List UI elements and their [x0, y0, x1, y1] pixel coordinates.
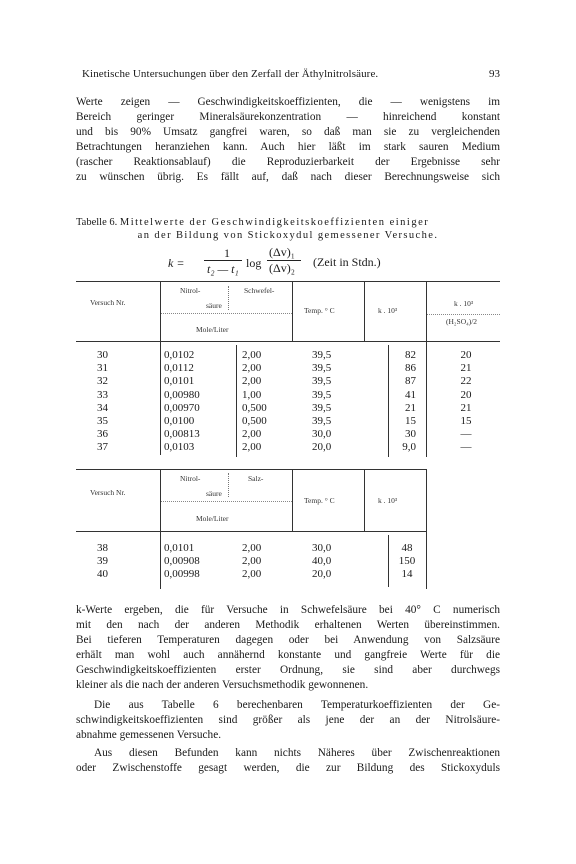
header-nitrol: Nitrol-	[180, 474, 201, 483]
text-line: Aus diesen Befunden kann nichts Näheres über Zwischenreaktionen	[94, 747, 500, 759]
table-cell: 21	[460, 362, 472, 375]
table-cell: 2,00	[242, 441, 262, 454]
text-line: Werte zeigen — Geschwindigkeitskoeffizienten, die — wenigstens im	[76, 96, 500, 108]
table-cell: 39,5	[312, 401, 332, 414]
table-cell: —	[460, 441, 472, 454]
rate-formula	[76, 246, 500, 274]
formula-note: (Zeit in Stdn.)	[313, 255, 381, 269]
table-cell: 0,00980	[164, 388, 200, 401]
table-caption	[76, 216, 500, 242]
header-k: k . 10³	[378, 496, 398, 505]
text-line: mit den nach der anderen Methodik erhaltenen Werten übereinstimmen.	[76, 619, 500, 631]
table-cell: 20,0	[312, 568, 332, 581]
paragraph-1	[76, 95, 500, 185]
table-cell: 20	[460, 388, 472, 401]
table-cell: 33	[97, 388, 108, 401]
text-line: (rascher Reaktionsablauf) die Reproduzierbarkeit der Ergebnisse sehr	[76, 156, 500, 168]
header-versuch: Versuch Nr.	[90, 298, 126, 307]
table-cell: 150	[398, 555, 416, 568]
table-cell: 32	[97, 375, 108, 388]
table-cell: 39,5	[312, 362, 332, 375]
table-cell: 39,5	[312, 375, 332, 388]
header-k: k . 10³	[378, 306, 398, 315]
table-2-col-rule	[388, 535, 389, 587]
table-cell: 31	[97, 362, 108, 375]
table-2-col-rule	[292, 469, 293, 531]
table-1-col-rule	[426, 281, 427, 457]
caption-line-1	[76, 216, 500, 229]
table-1-col-rule	[160, 281, 161, 455]
table-cell: 2,00	[242, 555, 262, 568]
page-number: 93	[489, 68, 500, 80]
header-temp: Temp. ° C	[304, 306, 335, 315]
text-line: erhält man wohl auch annähernd konstante und gangfreie Werte für die	[76, 649, 500, 661]
header-salz: Salz-	[248, 474, 264, 483]
table-cell: 20	[460, 349, 472, 361]
text-line: Bereich geringer Mineralsäurekonzentration — hinreichend konstant	[76, 111, 500, 123]
table-cell: 21	[405, 401, 416, 414]
table-cell: 39,5	[312, 349, 332, 361]
table-cell: 39,5	[312, 388, 332, 401]
table-cell: 0,0101	[164, 375, 195, 388]
header-temp: Temp. ° C	[304, 496, 335, 505]
table-cell: 0,500	[242, 415, 267, 427]
formula-frac-num: (Δv)₁	[269, 245, 295, 259]
table-cell: 0,0112	[164, 362, 194, 375]
formula-fraction-bar	[204, 260, 242, 261]
text-line: Geschwindigkeitskoeffizienten erster Ordnung, sie sind aber durchwegs	[76, 664, 500, 676]
table-1-header-rule	[76, 341, 500, 342]
caption-title: Mittelwerte der Geschwindigkeitskoeffizienten einiger	[119, 217, 430, 228]
text-line: k-Werte ergeben, die für Versuche in Schwefelsäure bei 40° C numerisch	[76, 604, 500, 616]
text-line: Betrachtungen heranziehen kann. Auch hier läßt im stark sauren Medium	[76, 141, 500, 153]
text-line: und bis 90% Umsatz gangfrei waren, so daß man sie zu vergleichenden	[76, 126, 500, 138]
table-cell: 22	[460, 375, 472, 388]
table-cell: 0,00908	[164, 555, 200, 568]
table-cell: 14	[401, 568, 413, 581]
table-cell: 20,0	[312, 441, 332, 454]
formula-lhs: k =	[168, 256, 185, 270]
table-cell: 0,00813	[164, 428, 200, 441]
table-1-subheader-rule	[160, 313, 292, 314]
table-cell: 21	[460, 401, 472, 414]
table-cell: 37	[97, 441, 108, 454]
table-cell: 36	[97, 428, 108, 441]
running-title: Kinetische Untersuchungen über den Zerfall der Äthylnitrolsäure.	[82, 68, 379, 80]
table-cell: 0,0103	[164, 441, 195, 454]
table-cell: 40,0	[312, 555, 332, 568]
table-1-ratio-rule	[426, 314, 500, 315]
table-cell: 9,0	[402, 441, 416, 454]
table-cell: 39,5	[312, 415, 332, 427]
table-cell: 40	[97, 568, 108, 581]
table-cell: 0,0101	[164, 542, 195, 554]
text-line: zu wünschen übrig. Es fällt auf, daß nach dieser Berechnungsweise sich	[76, 171, 500, 183]
table-2-col-rule	[426, 469, 427, 589]
table-1-col-rule	[236, 345, 237, 457]
table-cell: 2,00	[242, 349, 262, 361]
table-2-subheader-rule	[160, 501, 292, 502]
table-cell: 0,500	[242, 401, 267, 414]
header-nitrol: Nitrol-	[180, 286, 201, 295]
table-cell: —	[460, 428, 472, 441]
table-cell: 38	[97, 542, 108, 554]
text-line: oder Zwischenstoffe gesagt werden, die zur Bildung des Stickoxyduls	[76, 762, 500, 774]
table-cell: 2,00	[242, 542, 262, 554]
table-2-col-rule	[228, 473, 229, 497]
table-1-col-rule	[292, 281, 293, 341]
table-cell: 2,00	[242, 568, 262, 581]
table-cell: 2,00	[242, 375, 262, 388]
table-cell: 2,00	[242, 428, 262, 441]
table-2-header-rule	[76, 531, 426, 532]
header-k-ratio-den: (H₂SO₄)/2	[446, 317, 478, 326]
table-cell: 39	[97, 555, 108, 568]
header-saeure: säure	[206, 489, 222, 498]
table-2-col-rule	[160, 469, 161, 589]
formula-log: log	[246, 256, 262, 270]
caption-label: Tabelle 6.	[76, 217, 118, 228]
table-cell: 1,00	[242, 388, 262, 401]
table-1-top-rule	[76, 281, 500, 282]
table-1-col-rule	[228, 286, 229, 310]
text-line: abnahme gemessenen Versuche.	[76, 729, 222, 741]
header-schwefel: Schwefel-	[244, 286, 275, 295]
table-cell: 41	[405, 388, 416, 401]
header-mole-liter: Mole/Liter	[196, 325, 229, 334]
table-cell: 0,0102	[164, 349, 195, 361]
table-cell: 86	[405, 362, 416, 375]
paragraph-3	[76, 698, 500, 743]
table-cell: 35	[97, 415, 108, 427]
table-cell: 82	[405, 349, 416, 361]
table-cell: 15	[405, 415, 416, 427]
text-line: Die aus Tabelle 6 berechenbaren Temperaturkoeffizienten der Ge-	[94, 699, 500, 711]
header-saeure: säure	[206, 301, 222, 310]
table-cell: 0,0100	[164, 415, 195, 427]
paragraph-4	[76, 746, 500, 776]
formula-denominator: t₂ — t₁	[207, 262, 239, 276]
table-cell: 48	[401, 542, 413, 554]
paragraph-2	[76, 603, 500, 693]
formula-numerator: 1	[224, 246, 230, 260]
table-cell: 0,00998	[164, 568, 200, 581]
table-cell: 30	[97, 349, 108, 361]
table-cell: 30,0	[312, 542, 332, 554]
text-line: schwindigkeitskoeffizienten sind größer als jene der an der Nitrolsäure-	[76, 714, 500, 726]
header-mole-liter: Mole/Liter	[196, 514, 229, 523]
table-cell: 2,00	[242, 362, 262, 375]
table-cell: 15	[460, 415, 472, 427]
formula-frac-den: (Δv)₂	[269, 261, 295, 275]
table-cell: 87	[405, 375, 416, 388]
text-line: kleiner als die nach der anderen Versuchsmethodik gewonnenen.	[76, 679, 369, 691]
table-cell: 30,0	[312, 428, 332, 441]
table-cell: 30	[405, 428, 416, 441]
text-line: Bei tieferen Temperaturen dagegen oder bei Anwendung von Salzsäure	[76, 634, 500, 646]
header-versuch: Versuch Nr.	[90, 488, 126, 497]
table-2-top-rule	[76, 469, 426, 470]
table-cell: 34	[97, 401, 108, 414]
caption-line-2: an der Bildung von Stickoxydul gemessener Versuche.	[137, 230, 439, 241]
header-k-ratio-num: k . 10³	[454, 299, 474, 308]
table-1-col-rule	[364, 281, 365, 341]
table-2-col-rule	[364, 469, 365, 531]
table-cell: 0,00970	[164, 401, 200, 414]
